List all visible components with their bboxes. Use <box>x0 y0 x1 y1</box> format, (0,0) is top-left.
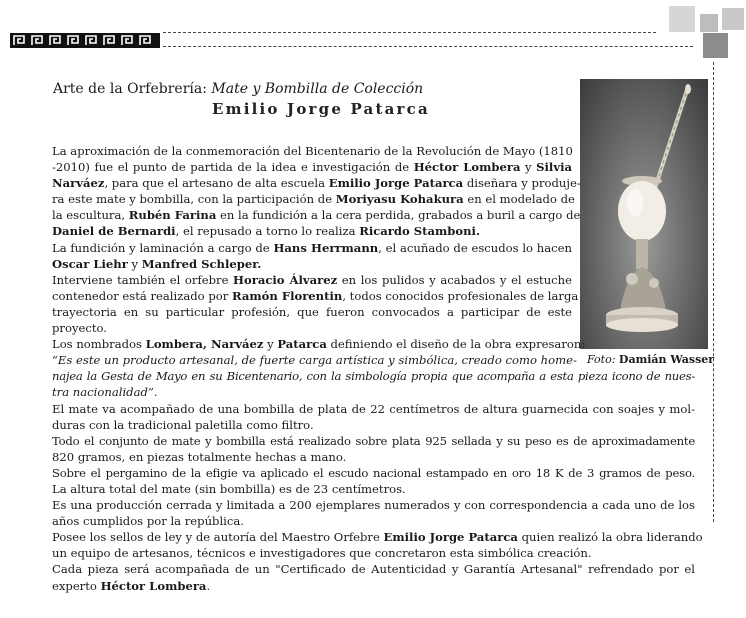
body-line: El mate va acompañado de una bombilla de plata de 22 centímetros de altura guarnecida con soajes y mol- <box>52 401 695 416</box>
quote-line: tra nacionalidad”. <box>52 385 158 400</box>
body-line: Daniel de Bernardi, el repusado a torno lo realiza Ricardo Stamboni. <box>52 224 480 239</box>
body-line: La aproximación de la conmemoración del Bicentenario de la Revolución de Mayo (1810 <box>52 144 573 158</box>
dashed-rule-right <box>713 62 714 522</box>
body-line: contenedor está realizado por Ramón Florentin, todos conocidos profesionales de larga <box>52 288 579 303</box>
body-line: un equipo de artesanos, técnicos e investigadores que concretaron esta simbólica creación. <box>52 546 592 561</box>
quote-line: najea la Gesta de Mayo en su Bicentenario, con la simbología propia que acompaña a esta pieza icono de nues- <box>52 369 695 384</box>
body-line: Sobre el pergamino de la efigie va aplicado el escudo nacional estampado en oro 18 K de 3 gramos de peso. <box>52 465 695 480</box>
article-title <box>53 81 423 97</box>
body-line: Todo el conjunto de mate y bombilla está realizado sobre plata 925 sellada y su peso es de aproximadamente <box>52 433 695 448</box>
decorative-square <box>700 14 718 32</box>
body-line: duras con la tradicional paletilla como filtro. <box>52 417 314 432</box>
article-body <box>52 143 703 594</box>
dashed-rule-top <box>163 32 656 33</box>
greek-key-border <box>10 33 160 48</box>
body-line: Narváez, para que el artesano de alta escuela Emilio Jorge Patarca diseñara y produje- <box>52 176 581 191</box>
photo-credit-label: Foto: <box>587 353 619 366</box>
photographer-name: Damián Wasser <box>618 353 715 366</box>
body-line: La fundición y laminación a cargo de Hans Herrmann, el acuñado de escudos lo hacen <box>52 240 573 255</box>
title-prefix: Arte de la Orfebrería: <box>53 81 212 97</box>
dashed-rule-middle <box>163 46 693 47</box>
body-line: Posee los sellos de ley y de autoría del Maestro Orfebre Emilio Jorge Patarca quien realizó la obra liderando <box>52 530 703 545</box>
body-line: Los nombrados Lombera, Narváez y Patarca definiendo el diseño de la obra expresaron: <box>52 337 586 352</box>
decorative-square <box>703 33 728 58</box>
body-line: experto Héctor Lombera. <box>52 578 211 593</box>
quote-line: “Es este un producto artesanal, de fuerte carga artística y simbólica, creado como home- <box>52 353 577 368</box>
body-line: Interviene también el orfebre Horacio Álvarez en los pulidos y acabados y el estuche <box>52 272 572 287</box>
body-line: La altura total del mate (sin bombilla) es de 23 centímetros. <box>52 481 406 496</box>
body-line: Es una producción cerrada y limitada a 200 ejemplares numerados y con correspondencia a cada uno de los <box>52 498 695 513</box>
body-line: ra este mate y bombilla, con la participación de Moriyasu Kohakura en el modelado de <box>52 192 575 207</box>
body-line: Oscar Liehr y Manfred Schleper. <box>52 256 262 271</box>
title-italic: Mate y Bombilla de Colección <box>211 81 424 97</box>
body-line: -2010) fue el punto de partida de la idea e investigación de Héctor Lombera y Silvia <box>52 160 572 175</box>
body-line: Cada pieza será acompañada de un "Certificado de Autenticidad y Garantía Artesanal" refrendado por el <box>52 562 695 577</box>
body-line: trayectoria en su particular profesión, que fueron convocados a participar de este <box>52 304 572 319</box>
body-line: la escultura, Rubén Farina en la fundición a la cera perdida, grabados a buril a cargo de <box>52 208 581 223</box>
decorative-square <box>669 6 695 32</box>
body-line: años cumplidos por la república. <box>52 514 244 529</box>
author-name: Emilio Jorge Patarca <box>212 100 430 118</box>
body-line: proyecto. <box>52 321 107 336</box>
decorative-square <box>722 8 744 30</box>
body-line: 820 gramos, en piezas totalmente hechas a mano. <box>52 449 347 464</box>
